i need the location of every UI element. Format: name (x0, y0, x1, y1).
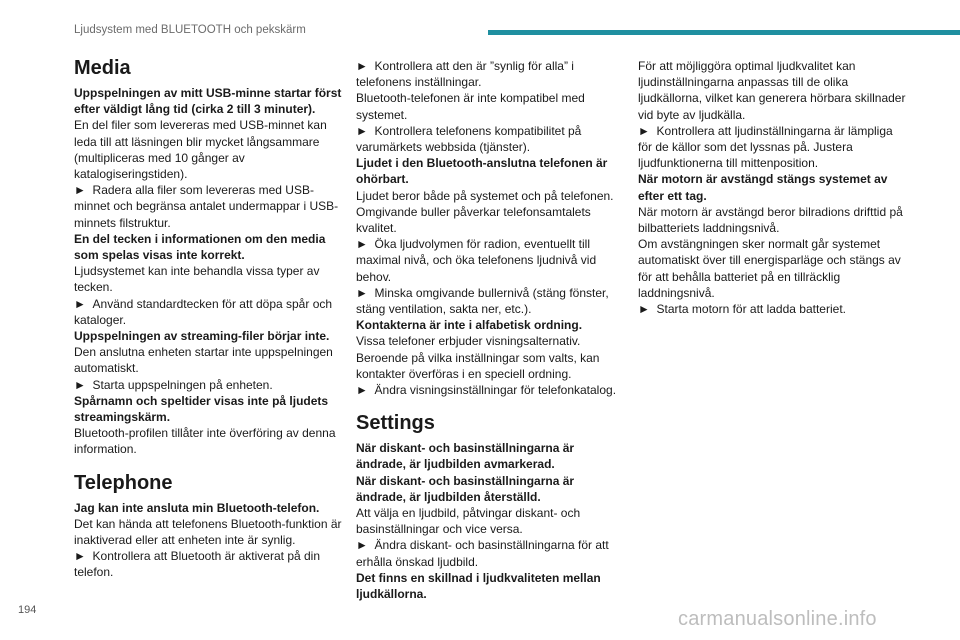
body-text: Vissa telefoner erbjuder visningsalternativ. Beroende på vilka inställningar som valts, kan kontakter överföras i en speciell ordning. (356, 334, 600, 381)
question-text: Uppspelningen av mitt USB-minne startar först efter väldigt lång tid (cirka 2 till 3 minuter). (74, 86, 342, 117)
body-text: Den anslutna enheten startar inte uppspelningen automatiskt. (74, 345, 333, 376)
question-text: När diskant- och basinställningarna är ändrade, är ljudbilden avmarkerad. (356, 441, 575, 472)
body-text: Ljudsystemet kan inte behandla vissa typer av tecken. (74, 264, 320, 295)
body-text: Bluetooth-telefonen är inte kompatibel med systemet. (356, 91, 585, 122)
question-text: En del tecken i informationen om den media som spelas visas inte korrekt. (74, 231, 326, 263)
action-step: ► Starta uppspelningen på enheten. (74, 377, 344, 393)
body-text: Ljudet beror både på systemet och på telefonen. (356, 188, 614, 203)
body-text: Om avstängningen sker normalt går systemet automatiskt över till energisparläge och stängs av för att behålla batteriet på en tillräcklig laddningsnivå. (638, 237, 901, 300)
section-heading-settings: Settings (356, 412, 435, 435)
action-step: ► Minska omgivande bullernivå (stäng fönster, stäng ventilation, sakta ner, etc.). (356, 285, 626, 317)
body-text: Omgivande buller påverkar telefonsamtalets kvalitet. (356, 204, 591, 236)
body-text: Bluetooth-profilen tillåter inte överföring av denna information. (74, 426, 336, 457)
question-text: Det finns en skillnad i ljudkvaliteten mellan ljudkällorna. (356, 570, 601, 602)
watermark: carmanualsonline.info (678, 608, 877, 630)
action-step: ► Starta motorn för att ladda batteriet. (638, 301, 908, 317)
question-text: När motorn är avstängd stängs systemet av efter ett tag. (638, 172, 888, 203)
question-text: Jag kan inte ansluta min Bluetooth-telefon. (74, 500, 320, 515)
question-text: Kontakterna är inte i alfabetisk ordning. (356, 318, 583, 333)
question-text: Ljudet i den Bluetooth-anslutna telefonen är ohörbart. (356, 156, 608, 187)
action-step: ► Kontrollera telefonens kompatibilitet på varumärkets webbsida (tjänster). (356, 123, 626, 155)
action-step: ► Kontrollera att Bluetooth är aktiverat på din telefon. (74, 548, 344, 580)
page-number: 194 (18, 604, 37, 616)
action-step: ► Kontrollera att ljudinställningarna är lämpliga för de källor som det lyssnas på. Justera ljudfunktionerna till mittenposition. (638, 123, 908, 172)
question-text: Uppspelningen av streaming-filer börjar inte. (74, 329, 330, 344)
body-text: En del filer som levereras med USB-minnet kan leda till att läsningen blir mycket långsammare (multipliceras med 10 gånger av katalogiseringstiden). (74, 118, 327, 182)
running-header-title: Ljudsystem med BLUETOOTH och pekskärm (74, 24, 306, 36)
action-step: ► Ändra visningsinställningar för telefonkatalog. (356, 382, 626, 398)
question-text: När diskant- och basinställningarna är ändrade, är ljudbilden återställd. (356, 473, 575, 504)
action-step: ► Ändra diskant- och basinställningarna för att erhålla önskad ljudbild. (356, 537, 626, 569)
body-text: Att välja en ljudbild, påtvingar diskant- och basinställningar och vice versa. (356, 506, 581, 537)
body-text: När motorn är avstängd beror bilradions drifttid på bilbatteriets laddningsnivå. (638, 204, 903, 236)
action-step: ► Använd standardtecken för att döpa spår och kataloger. (74, 296, 344, 328)
action-step: ► Radera alla filer som levereras med USB-minnet och begränsa antalet undermappar i USB-minnets filstruktur. (74, 182, 344, 231)
section-heading-media: Media (74, 57, 131, 79)
section-heading-telephone: Telephone (74, 471, 173, 494)
action-step: ► Kontrollera att den är ”synlig för alla” i telefonens inställningar. (356, 58, 626, 90)
body-text: För att möjliggöra optimal ljudkvalitet kan ljudinställningarna anpassas till de olika ljudkällorna, vilket kan generera hörbara skillnader vid byte av ljudkälla. (638, 59, 906, 122)
body-text: Det kan hända att telefonens Bluetooth-funktion är inaktiverad eller att enheten inte är synlig. (74, 516, 342, 548)
header-accent-bar (488, 30, 960, 35)
column-1 (74, 55, 344, 581)
action-step: ► Öka ljudvolymen för radion, eventuellt till maximal nivå, och öka telefonens ljudnivå vid behov. (356, 236, 626, 285)
question-text: Spårnamn och speltider visas inte på ljudets streamingskärm. (74, 393, 329, 425)
column-3 (638, 58, 908, 317)
column-2 (356, 58, 626, 602)
